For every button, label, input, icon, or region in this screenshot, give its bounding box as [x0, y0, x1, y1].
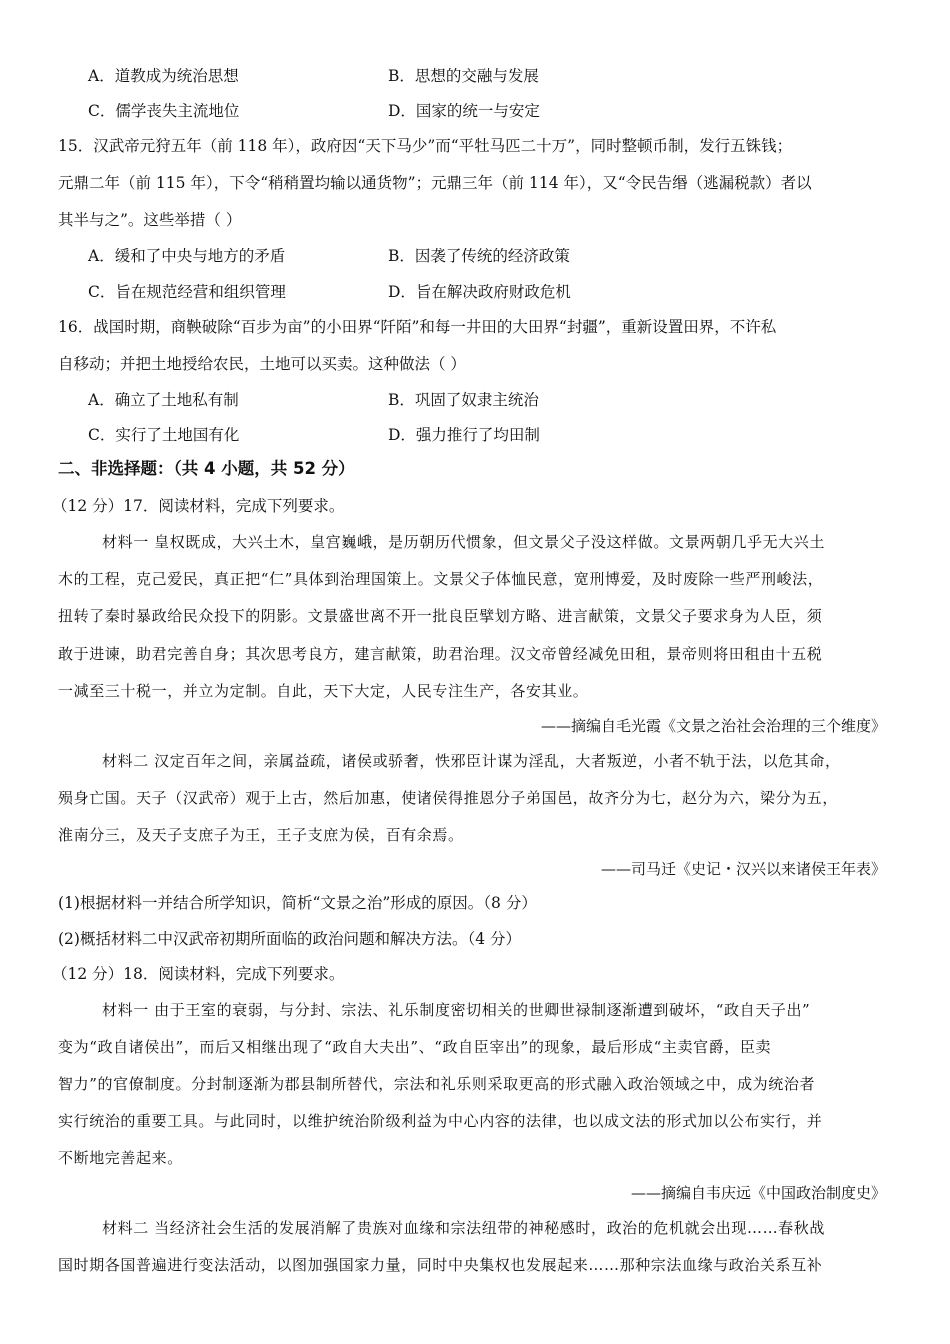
q18-material1-line: 材料一 由于王室的衰弱，与分封、宗法、礼乐制度密切相关的世卿世禄制逐渐遭到破坏，“政自天子出” — [102, 1001, 811, 1019]
q18-material1-line: 不断地完善起来。 — [58, 1149, 183, 1167]
q18-material1-source: ——摘编自韦庆远《中国政治制度史》 — [630, 1184, 886, 1202]
q17-material2-line: 材料二 汉定百年之间，亲属益疏，诸侯或骄奢，怢邪臣计谋为淫乱，大者叛逆，小者不轨于法，以危其命， — [102, 752, 841, 770]
q14-option-c[interactable]: C．儒学丧失主流地位 — [88, 102, 240, 120]
q18-material2-line: 国时期各国普遍进行变法活动，以图加强国家力量，同时中央集权也发展起来……那种宗法血缘与政治关系互补 — [58, 1256, 823, 1274]
q17-material1-line: 敢于进谏，助君完善自身；其次思考良方，建言献策，助君治理。汉文帝曾经减免田租，景帝则将田租由十五税 — [58, 645, 823, 663]
q15-option-c[interactable]: C．旨在规范经营和组织管理 — [88, 283, 286, 301]
q18-intro: （12 分）18．阅读材料，完成下列要求。 — [52, 965, 345, 983]
q16-option-c[interactable]: C．实行了土地国有化 — [88, 426, 240, 444]
q15-option-a[interactable]: A．缓和了中央与地方的矛盾 — [88, 247, 286, 265]
q18-material1-line: 智力”的官僚制度。分封制逐渐为郡县制所替代，宗法和礼乐则采取更高的形式融入政治领域之中，成为统治者 — [58, 1075, 816, 1093]
q16-stem-line: 自移动；并把土地授给农民，土地可以买卖。这种做法（ ） — [58, 355, 466, 373]
q14-option-a[interactable]: A．道教成为统治思想 — [88, 67, 239, 85]
q17-material2-source: ——司马迁《史记・汉兴以来诸侯王年表》 — [600, 860, 886, 878]
q17-material1-line: 木的工程，克己爱民，真正把“仁”具体到治理国策上。文景父子体恤民意，宽刑博爱，及时废除一些严刑峻法， — [58, 570, 824, 588]
q14-option-b[interactable]: B．思想的交融与发展 — [388, 67, 539, 85]
q15-option-d[interactable]: D．旨在解决政府财政危机 — [388, 283, 571, 301]
q15-stem-line: 15．汉武帝元狩五年（前 118 年），政府因“天下马少”而“平牡马匹二十万”，同时整顿币制，发行五铢钱； — [58, 137, 793, 155]
q17-material1-line: 一减至三十税一，并立为定制。自此，天下大定，人民专注生产，各安其业。 — [58, 682, 589, 700]
q17-subquestion-2: (2)概括材料二中汉武帝初期所面临的政治问题和解决方法。（4 分） — [58, 930, 521, 948]
q15-option-b[interactable]: B．因袭了传统的经济政策 — [388, 247, 570, 265]
q17-subquestion-1: (1)根据材料一并结合所学知识，简析“文景之治”形成的原因。（8 分） — [58, 894, 537, 912]
q18-material1-line: 变为“政自诸侯出”，而后又相继出现了“政自大夫出”、“政自臣宰出”的现象，最后形成“主卖官爵，臣卖 — [58, 1038, 772, 1056]
q14-option-d[interactable]: D．国家的统一与安定 — [388, 102, 540, 120]
q15-stem-line: 其半与之”。这些举措（ ） — [58, 211, 242, 229]
q16-stem-line: 16．战国时期，商鞅破除“百步为亩”的小田界“阡陌”和每一井田的大田界“封疆”，重新设置田界，不许私 — [58, 318, 777, 336]
q18-material1-line: 实行统治的重要工具。与此同时，以维护统治阶级利益为中心内容的法律，也以成文法的形式加以公布实行，并 — [58, 1112, 823, 1130]
q15-stem-line: 元鼎二年（前 115 年），下令“稍稍置均输以通货物”；元鼎三年（前 114 年），又“令民告缗（逃漏税款）者以 — [58, 174, 812, 192]
q17-material2-line: 殒身亡国。天子（汉武帝）观于上古，然后加惠，使诸侯得推恩分子弟国邑，故齐分为七，赵分为六，梁分为五， — [58, 789, 839, 807]
q18-material2-line: 材料二 当经济社会生活的发展消解了贵族对血缘和宗法纽带的神秘感时，政治的危机就会出现……春秋战 — [102, 1219, 825, 1237]
q17-material2-line: 淮南分三，及天子支庶子为王，王子支庶为侯，百有余焉。 — [58, 826, 464, 844]
q17-material1-source: ——摘编自毛光霞《文景之治社会治理的三个维度》 — [540, 717, 886, 735]
q16-option-b[interactable]: B．巩固了奴隶主统治 — [388, 391, 539, 409]
q16-option-d[interactable]: D．强力推行了均田制 — [388, 426, 540, 444]
q17-material1-line: 材料一 皇权既成，大兴土木，皇宫巍峨，是历朝历代惯象，但文景父子没这样做。文景两朝几乎无大兴土 — [102, 533, 825, 551]
q17-intro: （12 分）17．阅读材料，完成下列要求。 — [52, 497, 345, 515]
q17-material1-line: 扭转了秦时暴政给民众投下的阴影。文景盛世离不开一批良臣擘划方略、进言献策，文景父子要求身为人臣，须 — [58, 607, 823, 625]
q16-option-a[interactable]: A．确立了土地私有制 — [88, 391, 239, 409]
section-heading: 二、非选择题：（共 4 小题，共 52 分） — [58, 459, 355, 478]
